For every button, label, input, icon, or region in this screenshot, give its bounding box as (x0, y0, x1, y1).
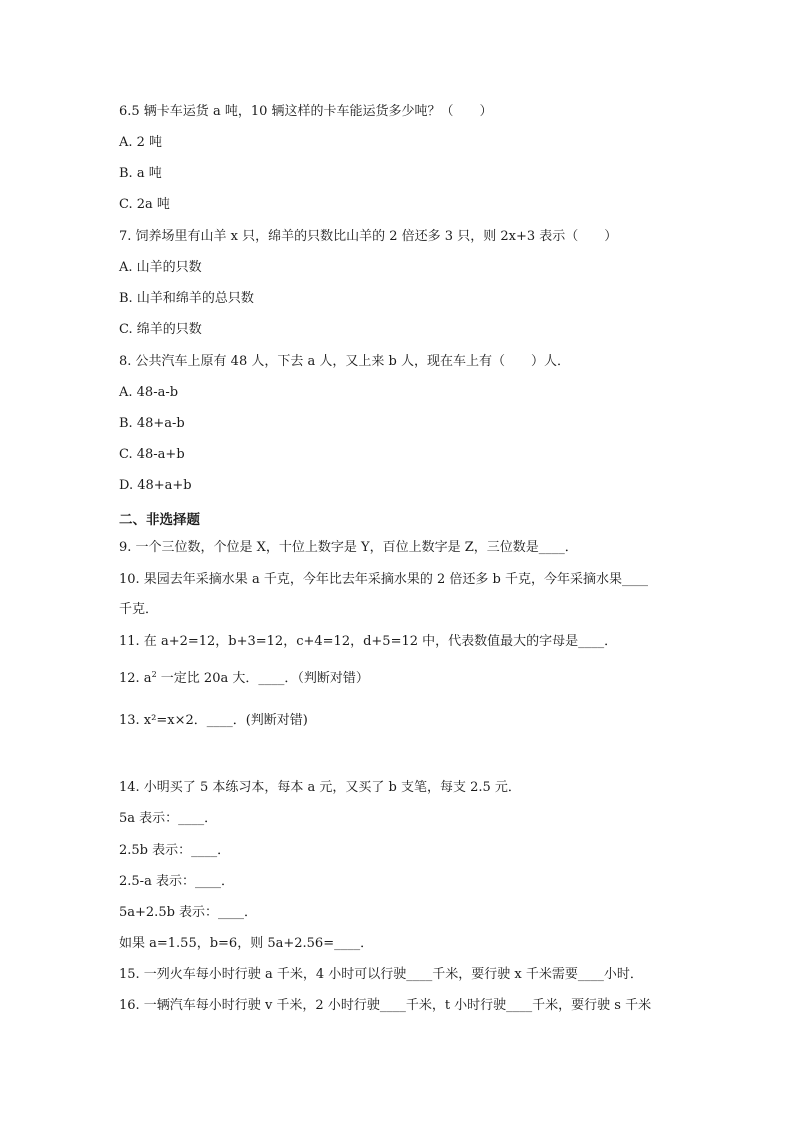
question-12-exponent: 2 (151, 670, 157, 679)
option-8d: D. 48+a+b (119, 478, 192, 493)
option-8b: B. 48+a-b (119, 416, 185, 431)
option-6c: C. 2a 吨 (119, 197, 170, 212)
question-6: 6.5 辆卡车运货 a 吨，10 辆这样的卡车能运货多少吨？（ ） (119, 104, 493, 119)
question-12-suffix: 一定比 20a 大．____．（判断对错） (156, 671, 369, 686)
question-10: 10. 果园去年采摘水果 a 千克，今年比去年采摘水果的 2 倍还多 b 千克，今年采摘水果____ (119, 572, 648, 587)
option-7a: A. 山羊的只数 (119, 260, 202, 275)
question-14-part-d: 5a+2.5b 表示：____． (119, 905, 258, 920)
question-14-part-a: 5a 表示：____． (119, 811, 218, 826)
question-8: 8. 公共汽车上原有 48 人，下去 a 人，又上来 b 人，现在车上有（ ）人． (119, 354, 570, 369)
question-13: 13. x²=x×2．____．(判断对错) (119, 713, 308, 728)
section-heading: 二、非选择题 (119, 512, 200, 528)
option-7c: C. 绵羊的只数 (119, 322, 202, 337)
question-10-continued: 千克． (119, 602, 159, 617)
question-12 (119, 670, 369, 688)
option-7b: B. 山羊和绵羊的总只数 (119, 291, 254, 306)
question-15: 15. 一列火车每小时行驶 a 千米，4 小时可以行驶____千米，要行驶 x 千米需要____小时． (119, 967, 643, 982)
question-9: 9. 一个三位数，个位是 X，十位上数字是 Y，百位上数字是 Z，三位数是____． (119, 540, 578, 555)
question-14-part-b: 2.5b 表示：____． (119, 843, 231, 858)
option-6b: B. a 吨 (119, 166, 162, 181)
question-14-part-c: 2.5-a 表示：____． (119, 874, 234, 889)
question-14-part-e: 如果 a=1.55，b=6，则 5a+2.56=____． (119, 936, 374, 951)
question-16: 16. 一辆汽车每小时行驶 v 千米，2 小时行驶____千米，t 小时行驶____千米，要行驶 s 千米 (119, 998, 652, 1013)
question-14: 14. 小明买了 5 本练习本，每本 a 元，又买了 b 支笔，每支 2.5 元． (119, 780, 521, 795)
option-8a: A. 48-a-b (119, 385, 179, 400)
question-7: 7. 饲养场里有山羊 x 只，绵羊的只数比山羊的 2 倍还多 3 只，则 2x+3 表示（ ） (119, 229, 618, 244)
question-11: 11. 在 a+2=12，b+3=12，c+4=12，d+5=12 中，代表数值最大的字母是____． (119, 634, 618, 649)
question-12-prefix: 12. a (119, 671, 152, 686)
option-6a: A. 2 吨 (119, 135, 163, 150)
option-8c: C. 48-a+b (119, 447, 185, 462)
